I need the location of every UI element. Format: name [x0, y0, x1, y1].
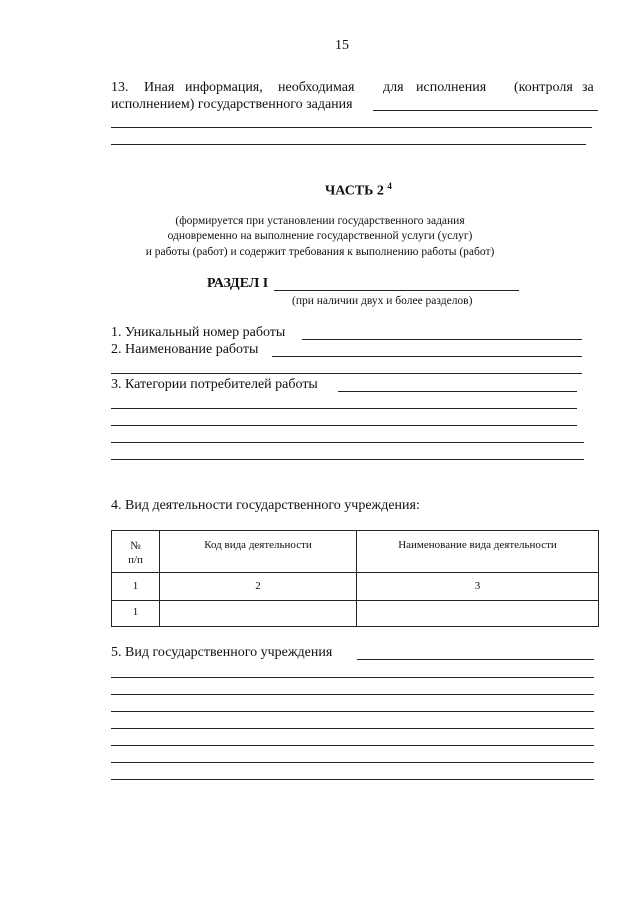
- header-cell-name: Наименование вида деятельности: [357, 531, 599, 573]
- item13-w7: (контроля: [514, 80, 573, 95]
- section-title: РАЗДЕЛ I: [207, 276, 269, 291]
- fill-line: [111, 762, 594, 763]
- fill-line: [111, 127, 592, 128]
- fill-line: [111, 745, 594, 746]
- page-number: 15: [335, 38, 349, 53]
- table-row: [112, 573, 599, 601]
- item-13-line-2: исполнением) государственного задания: [111, 97, 353, 112]
- fill-line: [111, 425, 577, 426]
- table-cell: 2: [160, 573, 357, 601]
- fill-line: [111, 442, 584, 443]
- fill-line: [111, 694, 594, 695]
- header-cell-code: Код вида деятельности: [160, 531, 357, 573]
- fill-line: [111, 144, 586, 145]
- table-cell: 1: [112, 573, 160, 601]
- unique-number-label: 1. Уникальный номер работы: [111, 325, 286, 340]
- activity-heading: 4. Вид деятельности государственного учреждения:: [111, 498, 420, 513]
- section-fill-line: [274, 290, 519, 291]
- work-name-line-2: [111, 373, 582, 374]
- fill-line: [111, 459, 584, 460]
- consumers-line: [338, 391, 577, 392]
- footnote-marker: 4: [387, 181, 392, 191]
- fill-line: [373, 110, 598, 111]
- fill-line: [111, 779, 594, 780]
- table-cell[interactable]: [160, 601, 357, 627]
- header-num-line2: п/п: [128, 554, 143, 566]
- consumers-label: 3. Категории потребителей работы: [111, 377, 318, 392]
- part-note-line-1: (формируется при установлении государственного задания: [175, 215, 465, 227]
- item13-w8: за: [582, 80, 594, 95]
- activity-table: [111, 530, 599, 627]
- item13-w6: исполнения: [416, 80, 487, 95]
- work-name-line: [272, 356, 582, 357]
- work-name-label: 2. Наименование работы: [111, 342, 259, 357]
- fill-line: [111, 728, 594, 729]
- item13-w1: 13.: [111, 80, 129, 95]
- fill-line: [111, 711, 594, 712]
- table-row: [112, 601, 599, 627]
- header-cell-num: [112, 531, 160, 573]
- item13-w5: для: [383, 80, 404, 95]
- fill-line: [111, 408, 577, 409]
- item13-w3: информация,: [185, 80, 263, 95]
- item13-w2: Иная: [144, 80, 175, 95]
- fill-line: [111, 677, 594, 678]
- section-note: (при наличии двух и более разделов): [292, 295, 473, 307]
- item13-w4: необходимая: [278, 80, 355, 95]
- table-cell[interactable]: [357, 601, 599, 627]
- table-header-row: [112, 531, 599, 573]
- table-cell: 3: [357, 573, 599, 601]
- part-title-text: ЧАСТЬ 2: [325, 183, 384, 199]
- unique-number-line: [302, 339, 582, 340]
- part-note-line-3: и работы (работ) и содержит требования к выполнению работы (работ): [145, 246, 495, 258]
- table-cell: 1: [112, 601, 160, 627]
- header-num-line1: №: [130, 540, 141, 552]
- part-note-line-2: одновременно на выполнение государственной услуги (услуг): [167, 230, 473, 242]
- part-title: [325, 181, 392, 200]
- institution-type-label: 5. Вид государственного учреждения: [111, 645, 333, 660]
- institution-type-line: [357, 659, 594, 660]
